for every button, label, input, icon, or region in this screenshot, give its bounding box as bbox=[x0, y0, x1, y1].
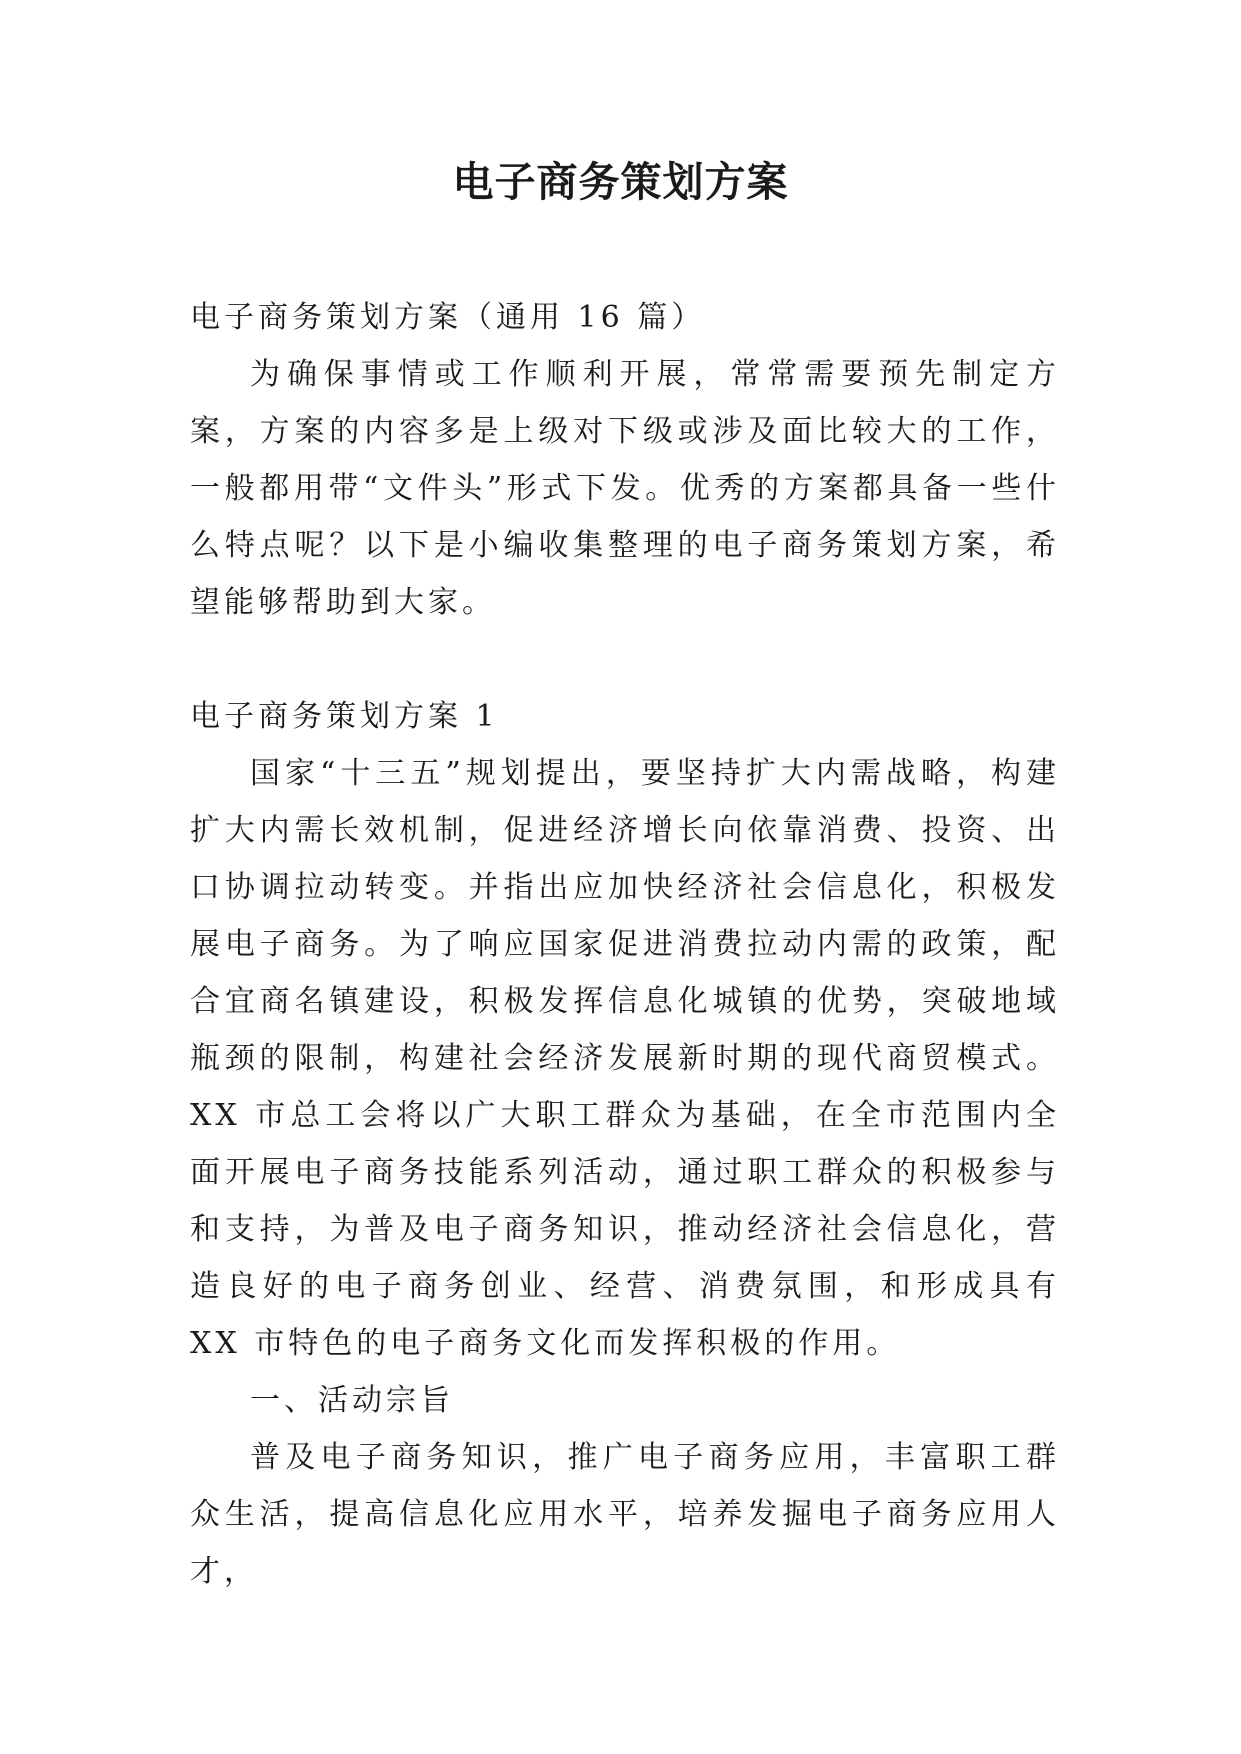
body-paragraph: 普及电子商务知识，推广电子商务应用，丰富职工群众生活，提高信息化应用水平，培养发掘电子商务应用人才， bbox=[190, 1440, 1060, 1589]
section-heading: 电子商务策划方案 1 bbox=[190, 699, 499, 734]
intro-paragraph: 为确保事情或工作顺利开展，常常需要预先制定方案，方案的内容多是上级对下级或涉及面比较大的工作，一般都用带“文件头”形式下发。优秀的方案都具备一些什么特点呢？以下是小编收集整理的电子商务策划方案，希望能够帮助到大家。 bbox=[190, 357, 1060, 620]
subheading: 一、活动宗旨 bbox=[250, 1383, 454, 1418]
paragraph-gap bbox=[190, 631, 1060, 688]
document-title: 电子商务策划方案 bbox=[452, 158, 789, 206]
document-subtitle: 电子商务策划方案（通用 16 篇） bbox=[190, 300, 706, 335]
body-paragraph: 国家“十三五”规划提出，要坚持扩大内需战略，构建扩大内需长效机制，促进经济增长向依靠消费、投资、出口协调拉动转变。并指出应加快经济社会信息化，积极发展电子商务。为了响应国家促进消费拉动内需的政策，配合宜商名镇建设，积极发挥信息化城镇的优势，突破地域瓶颈的限制，构建社会经济发展新时期的现代商贸模式。XX 市总工会将以广大职工群众为基础，在全市范围内全面开展电子商务技能系列活动，通过职工群众的积极参与和支持，为普及电子商务知识，推动经济社会信息化，营造良好的电子商务创业、经营、消费氛围，和形成具有 XX 市特色的电子商务文化而发挥积极的作用。 bbox=[190, 756, 1060, 1361]
document-body bbox=[190, 289, 1060, 1600]
